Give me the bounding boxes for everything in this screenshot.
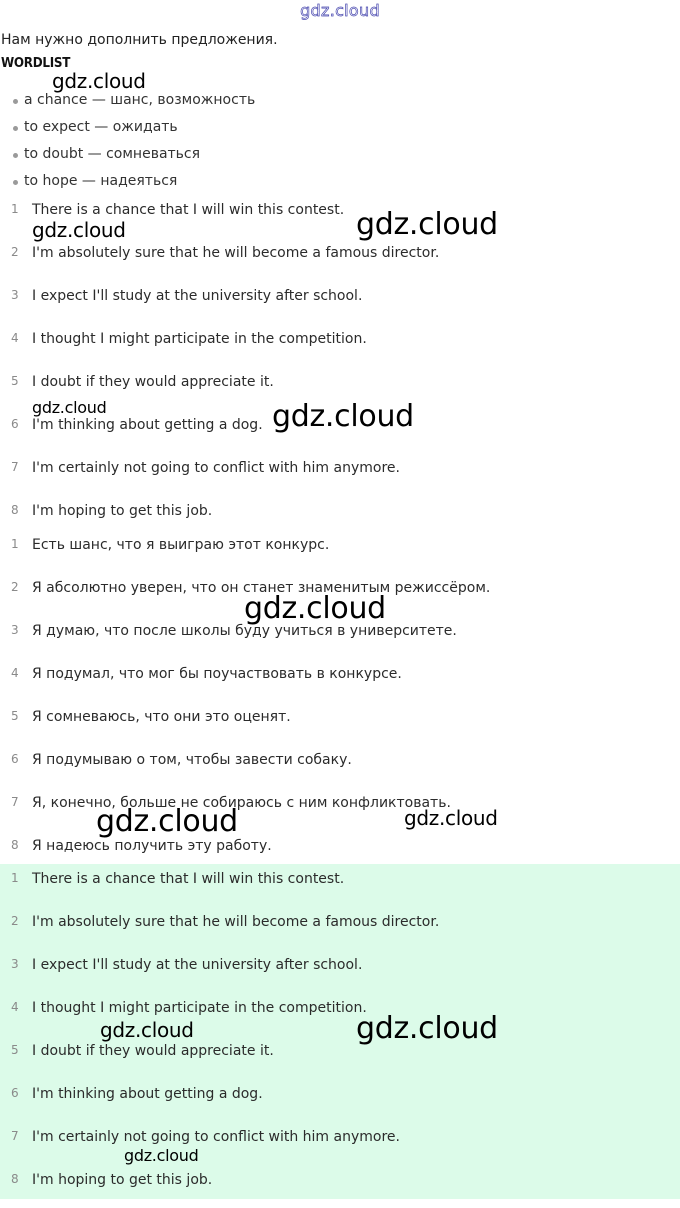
answer-row — [0, 1122, 680, 1165]
header-watermark: gdz.cloud — [300, 1, 380, 20]
sentence-row — [0, 195, 680, 238]
sentence-row — [0, 453, 680, 496]
wordlist — [0, 87, 680, 195]
wordlist-item-text: to hope — надеяться — [24, 173, 178, 189]
answer-row — [0, 1079, 680, 1122]
sentence-text: I thought I might participate in the competition. — [32, 331, 367, 347]
translation-text: Я подумал, что мог бы поучаствовать в конкурсе. — [32, 666, 402, 682]
translation-text: Я, конечно, больше не собираюсь с ним конфликтовать. — [32, 795, 451, 811]
wordlist-item-text: a chance — шанс, возможность — [24, 92, 256, 108]
answer-text: I'm hoping to get this job. — [32, 1172, 213, 1188]
translation-text: Я сомневаюсь, что они это оценят. — [32, 709, 291, 725]
sentence-row — [0, 367, 680, 410]
watermark: gdz.cloud — [32, 398, 107, 417]
answer-number: 3 — [11, 957, 19, 971]
answer-number: 1 — [11, 871, 19, 885]
answer-number: 5 — [11, 1043, 19, 1057]
english-sentences — [0, 195, 680, 539]
translation-row — [0, 530, 680, 573]
sentence-text: I'm absolutely sure that he will become a famous director. — [32, 245, 440, 261]
translation-number: 3 — [11, 623, 19, 637]
answer-row — [0, 907, 680, 950]
sentence-number: 6 — [11, 417, 19, 431]
watermark: gdz.cloud — [96, 804, 238, 839]
answer-number: 2 — [11, 914, 19, 928]
watermark: gdz.cloud — [272, 399, 414, 434]
answer-row — [0, 1036, 680, 1079]
answer-text: I'm thinking about getting a dog. — [32, 1086, 263, 1102]
sentence-number: 2 — [11, 245, 19, 259]
watermark: gdz.cloud — [32, 218, 126, 242]
bullet-icon — [13, 126, 18, 131]
watermark: gdz.cloud — [100, 1018, 194, 1042]
wordlist-item — [0, 141, 680, 168]
answer-block — [0, 864, 680, 1199]
answer-text: I'm certainly not going to conflict with him anymore. — [32, 1129, 400, 1145]
translation-number: 6 — [11, 752, 19, 766]
answer-number: 6 — [11, 1086, 19, 1100]
translation-row — [0, 659, 680, 702]
sentence-row — [0, 281, 680, 324]
sentence-text: I'm certainly not going to conflict with him anymore. — [32, 460, 400, 476]
wordlist-title: WORDLIST — [1, 56, 71, 71]
answer-number: 7 — [11, 1129, 19, 1143]
translation-row — [0, 745, 680, 788]
sentence-number: 4 — [11, 331, 19, 345]
translation-text: Я подумываю о том, чтобы завести собаку. — [32, 752, 352, 768]
wordlist-item — [0, 87, 680, 114]
translation-text: Я думаю, что после школы буду учиться в университете. — [32, 623, 457, 639]
watermark: gdz.cloud — [356, 207, 498, 242]
answer-row — [0, 950, 680, 993]
sentence-text: I'm hoping to get this job. — [32, 503, 213, 519]
watermark: gdz.cloud — [244, 591, 386, 626]
sentence-text: I expect I'll study at the university after school. — [32, 288, 363, 304]
answer-number: 4 — [11, 1000, 19, 1014]
sentence-text: There is a chance that I will win this contest. — [32, 202, 345, 218]
watermark: gdz.cloud — [52, 69, 146, 93]
bullet-icon — [13, 99, 18, 104]
wordlist-item-text: to doubt — сомневаться — [24, 146, 201, 162]
sentence-row — [0, 410, 680, 453]
watermark: gdz.cloud — [404, 806, 498, 830]
wordlist-item — [0, 168, 680, 195]
bullet-icon — [13, 153, 18, 158]
translation-text: Я абсолютно уверен, что он станет знаменитым режиссёром. — [32, 580, 491, 596]
sentence-number: 5 — [11, 374, 19, 388]
translation-row — [0, 573, 680, 616]
translation-row — [0, 616, 680, 659]
translation-number: 2 — [11, 580, 19, 594]
translation-number: 1 — [11, 537, 19, 551]
sentence-row — [0, 324, 680, 367]
sentence-number: 3 — [11, 288, 19, 302]
answer-row — [0, 1165, 680, 1208]
translation-number: 8 — [11, 838, 19, 852]
watermark: gdz.cloud — [124, 1146, 199, 1165]
answer-number: 8 — [11, 1172, 19, 1186]
answer-text: I doubt if they would appreciate it. — [32, 1043, 274, 1059]
answer-text: I expect I'll study at the university after school. — [32, 957, 363, 973]
watermark: gdz.cloud — [356, 1011, 498, 1046]
sentence-number: 1 — [11, 202, 19, 216]
answer-text: I'm absolutely sure that he will become a famous director. — [32, 914, 440, 930]
translation-row — [0, 788, 680, 831]
bullet-icon — [13, 180, 18, 185]
answer-text: I thought I might participate in the competition. — [32, 1000, 367, 1016]
wordlist-item-text: to expect — ожидать — [24, 119, 178, 135]
translation-number: 7 — [11, 795, 19, 809]
sentence-row — [0, 238, 680, 281]
sentence-number: 7 — [11, 460, 19, 474]
answer-row — [0, 993, 680, 1036]
translation-row — [0, 702, 680, 745]
answer-text: There is a chance that I will win this contest. — [32, 871, 345, 887]
wordlist-item — [0, 114, 680, 141]
sentence-text: I'm thinking about getting a dog. — [32, 417, 263, 433]
sentence-number: 8 — [11, 503, 19, 517]
translation-text: Я надеюсь получить эту работу. — [32, 838, 272, 854]
russian-translations — [0, 530, 680, 874]
intro-text: Нам нужно дополнить предложения. — [1, 32, 278, 48]
translation-number: 4 — [11, 666, 19, 680]
sentence-text: I doubt if they would appreciate it. — [32, 374, 274, 390]
translation-number: 5 — [11, 709, 19, 723]
answer-row — [0, 864, 680, 907]
translation-text: Есть шанс, что я выиграю этот конкурс. — [32, 537, 330, 553]
